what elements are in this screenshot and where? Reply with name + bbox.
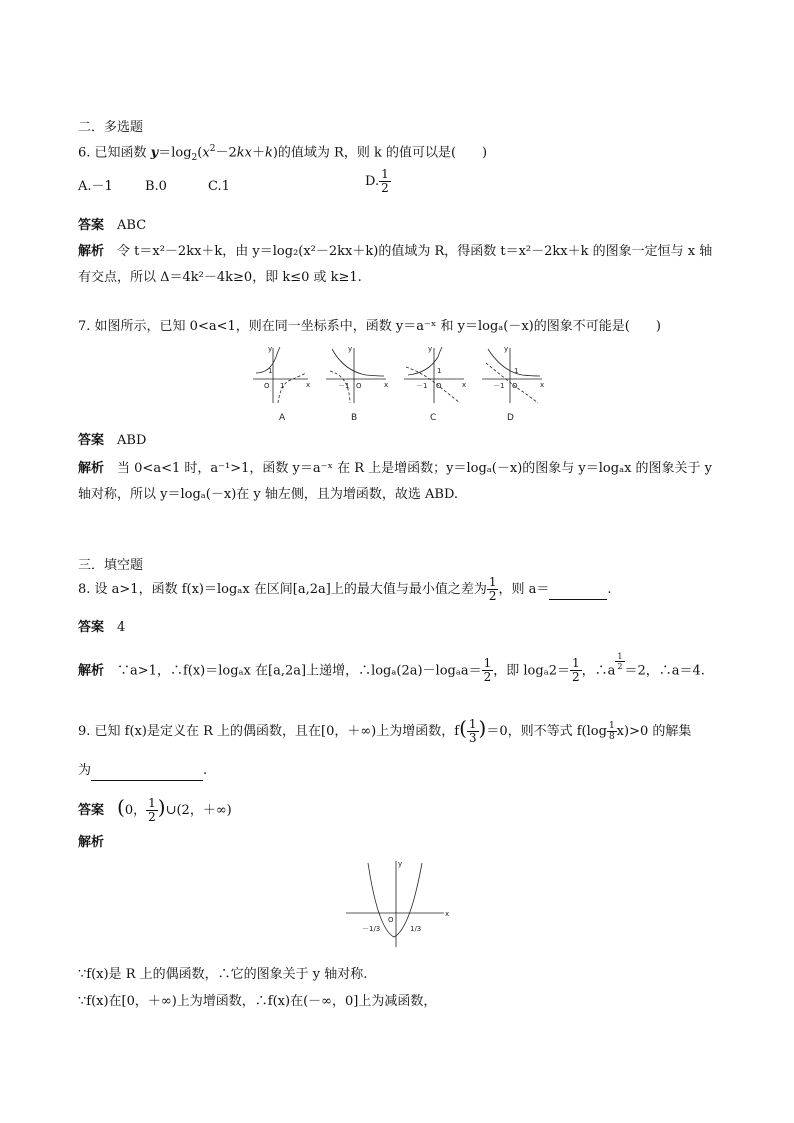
q6-option-d: D. $\frac{1}{2}$ [365,167,389,195]
q6-option-c: C.1 [208,179,230,194]
graph-d-origin: O [512,382,518,390]
q9-graph [344,857,450,949]
q9-graph-neg-third: －1/3 [362,925,381,933]
q8-answer: 答案 4 [78,620,126,635]
q6-option-b: B.0 [145,179,167,194]
graph-a-tick-1: 1 [280,382,285,390]
q8-analysis: 解析 ∵a>1，∴f(x)＝logₐx 在[a,2a]上递增，∴logₐ(2a)－logₐa＝ $\frac{1}{2}$ ，即 logₐ2＝ $\frac{1}{2}$ ，∴a $^{\frac{1}{2}}$ ＝2，∴a＝4. [78,652,705,685]
graph-c-x-label: x [462,381,467,389]
graph-b-label: B [351,413,358,423]
graph-b-origin: O [356,382,362,390]
q9-graph-y-label: y [398,860,403,868]
graph-c-tick-neg1: －1 [416,382,428,390]
graph-b-x-label: x [384,381,389,389]
q9-graph-origin: O [388,916,394,924]
graph-a-origin: O [264,382,270,390]
graph-c-tick-1: 1 [437,367,442,375]
section-heading-multi-choice: 二．多选题 [78,120,144,135]
question-6-stem: 6. 已知函数 $y=\log_2(x^2-2kx+k)$的值域为 R，则 k 的值可以是( ) [78,144,488,163]
graph-d-tick-1: 1 [514,367,519,375]
q9-graph-x-label: x [445,910,450,918]
q9-analysis-line2: ∵f(x)在[0，＋∞)上为增函数，∴f(x)在(－∞，0]上为减函数， [78,994,437,1009]
graph-a-x-label: x [306,381,311,389]
graph-c [404,347,467,403]
graph-c-origin: O [436,382,442,390]
graph-a-label: A [279,413,286,423]
q7-analysis-line2: 轴对称，所以 y＝logₐ(－x)在 y 轴左侧，且为增函数，故选 ABD. [78,487,459,502]
question-9-stem-line1: 9. 已知 f(x)是定义在 R 上的偶函数，且在[0，＋∞)上为增函数，f( $\frac{1}{3}$ )＝0，则不等式 f(log $\frac{1}{8}$ x)>0 的解集 [78,716,692,745]
graph-d-label: D [507,413,514,423]
q6-option-a: A.－1 [78,179,113,194]
graph-a-y-label: y [268,345,273,353]
q9-graph-pos-third: 1/3 [410,925,422,933]
graph-a [253,347,311,403]
section-heading-fill-blank: 三．填空题 [78,558,144,573]
q6-analysis-line1: 解析 令 t＝x²－2kx＋k，由 y＝log₂(x²－2kx＋k)的值域为 R，得函数 t＝x²－2kx＋k 的图象一定恒与 x 轴 [78,244,713,259]
graph-d-x-label: x [540,381,545,389]
q9-analysis-label: 解析 [78,835,105,850]
question-9-stem-line2: 为 . [78,762,207,781]
q7-graphs [248,343,548,423]
graph-a-tick-1y: 1 [268,367,273,375]
q7-answer: 答案 ABD [78,433,147,448]
q9-analysis-line1: ∵f(x)是 R 上的偶函数，∴它的图象关于 y 轴对称. [78,967,368,982]
q9-answer: 答案 (0， $\frac{1}{2}$ )∪(2，＋∞) [78,795,232,824]
q6-answer: 答案 ABC [78,218,147,233]
graph-b-tick-neg1: －1 [338,382,350,390]
graph-c-y-label: y [428,345,433,353]
graph-c-label: C [430,413,437,423]
graph-b-y-label: y [348,345,353,353]
graph-b [326,348,389,403]
graph-d-tick-neg1: －1 [493,382,505,390]
graph-d [482,348,545,403]
graph-d-y-label: y [504,345,509,353]
question-8-stem: 8. 设 a>1，函数 f(x)＝logₐx 在区间[a,2a]上的最大值与最小值之差为 $\frac{1}{2}$ ，则 a＝ . [78,575,612,603]
q6-analysis-line2: 有交点，所以 Δ＝4k²－4k≥0，即 k≤0 或 k≥1. [78,270,362,285]
q7-analysis-line1: 解析 当 0<a<1 时，a⁻¹>1，函数 y＝a⁻ˣ 在 R 上是增函数；y＝logₐ(－x)的图象与 y＝logₐx 的图象关于 y [78,461,713,476]
question-7-stem: 7. 如图所示，已知 0<a<1，则在同一坐标系中，函数 y＝a⁻ˣ 和 y＝logₐ(－x)的图象不可能是( ) [78,319,661,334]
